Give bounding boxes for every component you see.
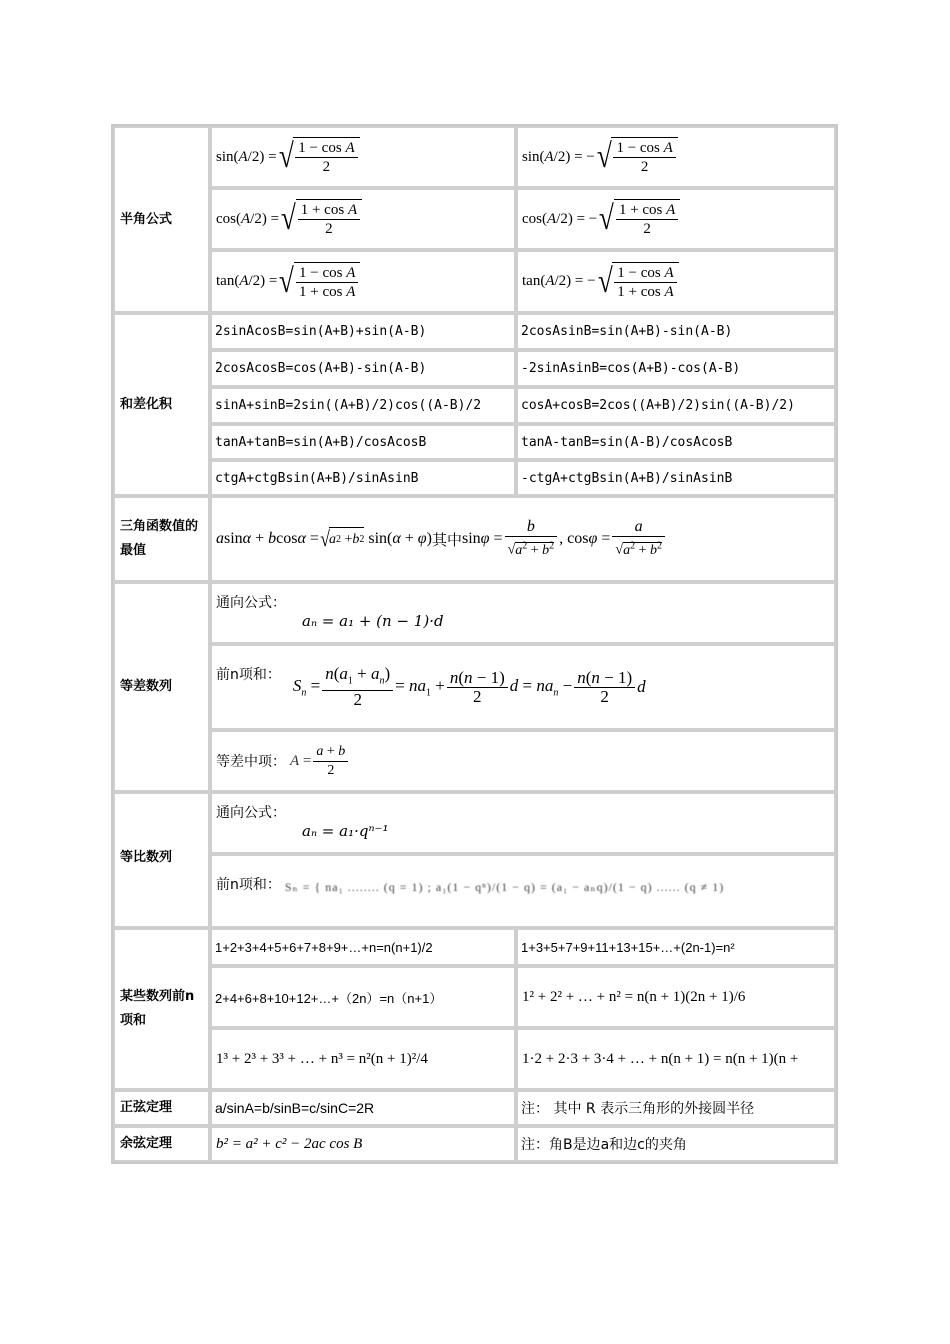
sine-law-formula: a/sinA=b/sinB=c/sinC=2R <box>210 1090 516 1126</box>
stp-row5-right: -ctgA+ctgBsin(A+B)/sinAsinB <box>516 460 836 496</box>
half-angle-sin-neg: sin(A/2) = − √ 1 − cos A 2 <box>516 126 836 188</box>
general-label: 通向公式： <box>216 595 286 611</box>
stp-row2-left: 2cosAcosB=cos(A+B)-sin(A-B) <box>210 350 516 387</box>
blurred-formula: Sₙ = { na₁ ........ (q = 1) ; a₁(1 − qⁿ)/(1 − q) = (a₁ − aₙq)/(1 − q) ...... (q ≠ 1) <box>284 880 725 894</box>
general-label: 通向公式： <box>216 805 286 821</box>
geometric-label: 等比数列 <box>113 792 210 928</box>
cosine-law-label: 余弦定理 <box>113 1126 210 1162</box>
max-value-label: 三角函数值的最值 <box>113 496 210 582</box>
formula-text: aₙ = a₁·qⁿ⁻¹ <box>302 822 389 840</box>
arithmetic-sum: 前n项和： $S_n$ = $\frac{n(a_1 + a_n)}{2}$ = $na_1$ + $\frac{n(n - 1)}{2}$ $d = na_n$ − $\frac{n(n - 1)}{2}$ d <box>210 644 836 730</box>
sine-law-label: 正弦定理 <box>113 1090 210 1126</box>
series-row3-right: 1·2 + 2·3 + 3·4 + … + n(n + 1) = n(n + 1)(n + <box>516 1028 836 1090</box>
half-angle-cos-neg: cos(A/2) = − √ 1 + cos A 2 <box>516 188 836 250</box>
cosine-law-note: 注：角B是边a和边c的夹角 <box>516 1126 836 1162</box>
half-angle-label: 半角公式 <box>113 126 210 313</box>
half-angle-sin-pos: sin(A/2) = √ 1 − cos A 2 <box>210 126 516 188</box>
sum-to-product-label: 和差化积 <box>113 313 210 496</box>
stp-row3-right: cosA+cosB=2cos((A+B)/2)sin((A-B)/2) <box>516 387 836 424</box>
sum-label: 前n项和： <box>216 667 281 683</box>
series-row2-left: 2+4+6+8+10+12+…+（2n）=n（n+1） <box>210 966 516 1028</box>
series-row3-left: 1³ + 2³ + 3³ + … + n³ = n²(n + 1)²/4 <box>210 1028 516 1090</box>
series-row1-right: 1+3+5+7+9+11+13+15+…+(2n-1)=n² <box>516 928 836 966</box>
series-row2-right: 1² + 2² + … + n² = n(n + 1)(2n + 1)/6 <box>516 966 836 1028</box>
arithmetic-label: 等差数列 <box>113 582 210 792</box>
mid-label: 等差中项： <box>216 754 286 770</box>
stp-row2-right: -2sinAsinB=cos(A+B)-cos(A-B) <box>516 350 836 387</box>
stp-row4-right: tanA-tanB=sin(A-B)/cosAcosB <box>516 424 836 460</box>
stp-row1-right: 2cosAsinB=sin(A+B)-sin(A-B) <box>516 313 836 350</box>
series-row1-left: 1+2+3+4+5+6+7+8+9+…+n=n(n+1)/2 <box>210 928 516 966</box>
sum-label: 前n项和： <box>216 877 281 893</box>
cosine-law-formula: b² = a² + c² − 2ac cos B <box>210 1126 516 1162</box>
stp-row4-left: tanA+tanB=sin(A+B)/cosAcosB <box>210 424 516 460</box>
arithmetic-mid: 等差中项： A = $\frac{a + b}{2}$ <box>210 730 836 792</box>
half-angle-cos-pos: cos(A/2) = √ 1 + cos A 2 <box>210 188 516 250</box>
arithmetic-general <box>210 582 836 644</box>
half-angle-tan-pos: tan(A/2) = √ 1 − cos A 1 + cos A <box>210 250 516 313</box>
stp-row5-left: ctgA+ctgBsin(A+B)/sinAsinB <box>210 460 516 496</box>
half-angle-tan-neg: tan(A/2) = − √ 1 − cos A 1 + cos A <box>516 250 836 313</box>
geometric-sum <box>210 854 836 928</box>
sine-law-note: 注： 其中 R 表示三角形的外接圆半径 <box>516 1090 836 1126</box>
stp-row1-left: 2sinAcosB=sin(A+B)+sin(A-B) <box>210 313 516 350</box>
geometric-general <box>210 792 836 854</box>
formula-text: aₙ = a₁ + (n − 1)·d <box>302 612 444 630</box>
where-text: 其中 <box>431 530 462 549</box>
max-value-formula: asinα + bcosα = √ a 2 + b 2 sin(α + φ) 其中 sinφ = $\frac{b}{√a^2 + b^2}$ , cosφ = $\frac{a}{√a^2 + b^2}$ <box>210 496 836 582</box>
series-sums-label: 某些数列前n项和 <box>113 928 210 1090</box>
stp-row3-left: sinA+sinB=2sin((A+B)/2)cos((A-B)/2 <box>210 387 516 424</box>
